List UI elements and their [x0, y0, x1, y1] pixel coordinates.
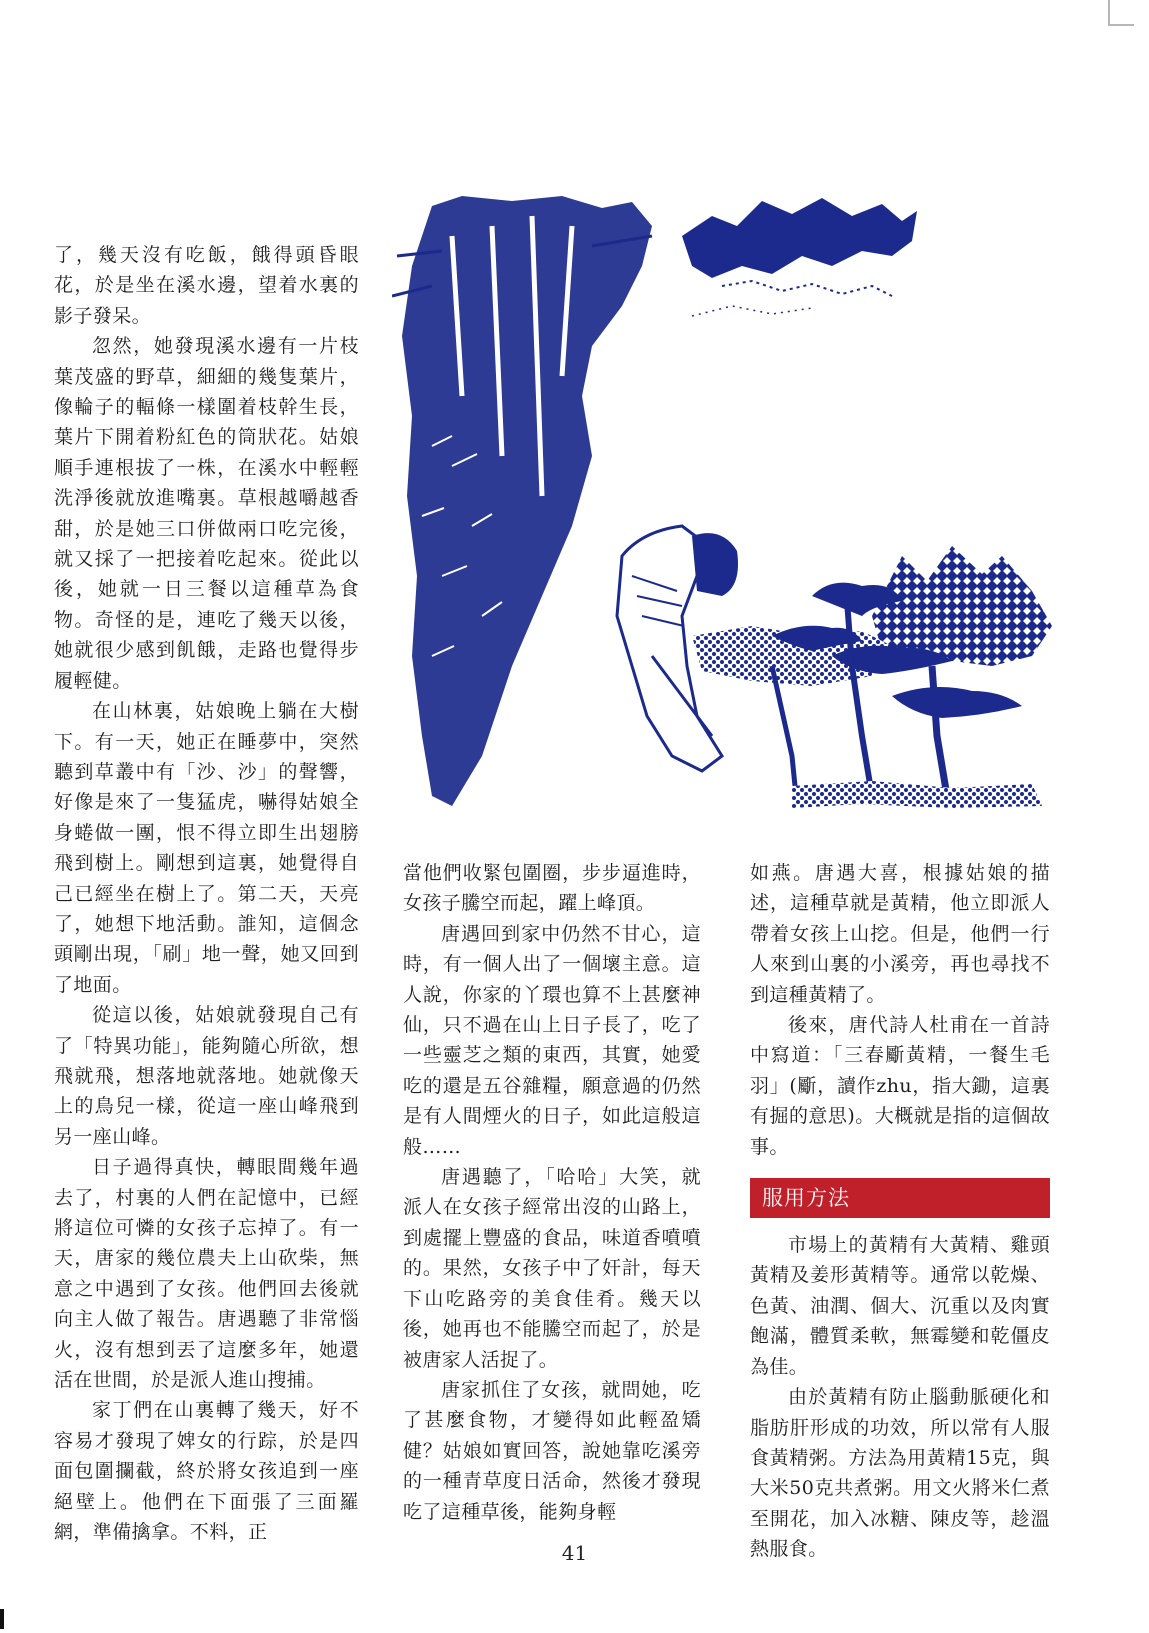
paragraph: 唐遇聽了，「哈哈」大笑，就派人在女孩子經常出沒的山路上，到處擺上豐盛的食品，味道香噴噴的。果然，女孩子中了奸計，每天下山吃路旁的美食佳肴。幾天以後，她再也不能騰空而起了，於是被唐家人活捉了。 [403, 1166, 701, 1371]
paragraph: 由於黃精有防止腦動脈硬化和脂肪肝形成的功效，所以常有人服食黃精粥。方法為用黃精15克，與大米50克共煮粥。用文火將米仁煮至開花，加入冰糖、陳皮等，趁溫熱服食。 [750, 1386, 1050, 1561]
paragraph: 忽然，她發現溪水邊有一片枝葉茂盛的野草，細細的幾隻葉片，像輪子的輻條一樣圍着枝幹生長，葉片下開着粉紅色的筒狀花。姑娘順手連根拔了一株，在溪水中輕輕洗淨後就放進嘴裏。草根越嚼越香甜，於是她三口併做兩口吃完後，就又採了一把接着吃起來。從此以後，她就一日三餐以這種草為食物。奇怪的是，連吃了幾天以後，她就很少感到飢餓，走路也覺得步履輕健。 [54, 335, 359, 692]
text-column-left [54, 240, 359, 1547]
ink-landscape-illustration [392, 196, 1060, 846]
paragraph: 家丁們在山裏轉了幾天，好不容易才發現了婢女的行踪，於是四面包圍攔截，終於將女孩追到一座絕壁上。他們在下面張了三面羅網，準備擒拿。不料，正 [54, 1399, 359, 1544]
paragraph: 當他們收緊包圍圈，步步逼進時，女孩子騰空而起，躍上峰頂。 [403, 862, 701, 915]
paragraph: 後來，唐代詩人杜甫在一首詩中寫道：「三春斸黃精，一餐生毛羽」(斸，讀作zhu，指大鋤，這裏有掘的意思)。大概就是指的這個故事。 [750, 1014, 1050, 1158]
edge-mark [0, 1609, 4, 1629]
crop-mark [1108, 0, 1134, 26]
paragraph: 市場上的黃精有大黃精、雞頭黃精及姜形黃精等。通常以乾燥、色黃、油潤、個大、沉重以及肉實飽滿，體質柔軟，無霉變和乾僵皮為佳。 [750, 1234, 1050, 1378]
mountain-ridge [682, 198, 917, 278]
paragraph: 了，幾天沒有吃飯，餓得頭昏眼花，於是坐在溪水邊，望着水裏的影子發呆。 [54, 244, 359, 327]
text-column-right [750, 858, 1050, 1565]
paragraph: 唐家抓住了女孩，就問她，吃了甚麼食物，才變得如此輕盈矯健？姑娘如實回答，說她靠吃溪旁的一種青草度日活命，然後才發現吃了這種草後，能夠身輕 [403, 1378, 701, 1523]
paragraph: 唐遇回到家中仍然不甘心，這時，有一個人出了一個壞主意。這人說，你家的丫環也算不上甚麼神仙，只不過在山上日子長了，吃了一些靈芝之類的東西，其實，她愛吃的還是五谷雜糧，願意過的仍然是有人間煙火的日子，如此這般這般…… [403, 922, 701, 1158]
page-number: 41 [561, 1541, 588, 1565]
paragraph: 在山林裏，姑娘晚上躺在大樹下。有一天，她正在睡夢中，突然聽到草叢中有「沙、沙」的聲響，好像是來了一隻猛虎，嚇得姑娘全身蜷做一團，恨不得立即生出翅膀飛到樹上。剛想到這裏，她覺得自己已經坐在樹上了。第二天，天亮了，她想下地活動。誰知，這個念頭剛出現，「刷」地一聲，她又回到了地面。 [54, 700, 359, 996]
text-column-middle [403, 858, 701, 1527]
section-heading: 服用方法 [750, 1178, 1050, 1218]
left-cliff [402, 196, 652, 806]
paragraph: 從這以後，姑娘就發現自己有了「特異功能」，能夠隨心所欲，想飛就飛，想落地就落地。她就像天上的鳥兒一樣，從這一座山峰飛到另一座山峰。 [54, 1004, 359, 1148]
paragraph: 日子過得真快，轉眼間幾年過去了，村裏的人們在記憶中，已經將這位可憐的女孩子忘掉了。有一天，唐家的幾位農夫上山砍柴，無意之中遇到了女孩。他們回去後就向主人做了報告。唐遇聽了非常惱火，沒有想到丟了這麼多年，她還活在世間，於是派人進山搜捕。 [54, 1156, 359, 1392]
paragraph: 如燕。唐遇大喜，根據姑娘的描述，這種草就是黃精，他立即派人帶着女孩上山挖。但是，他們一行人來到山裏的小溪旁，再也尋找不到這種黃精了。 [750, 862, 1050, 1006]
